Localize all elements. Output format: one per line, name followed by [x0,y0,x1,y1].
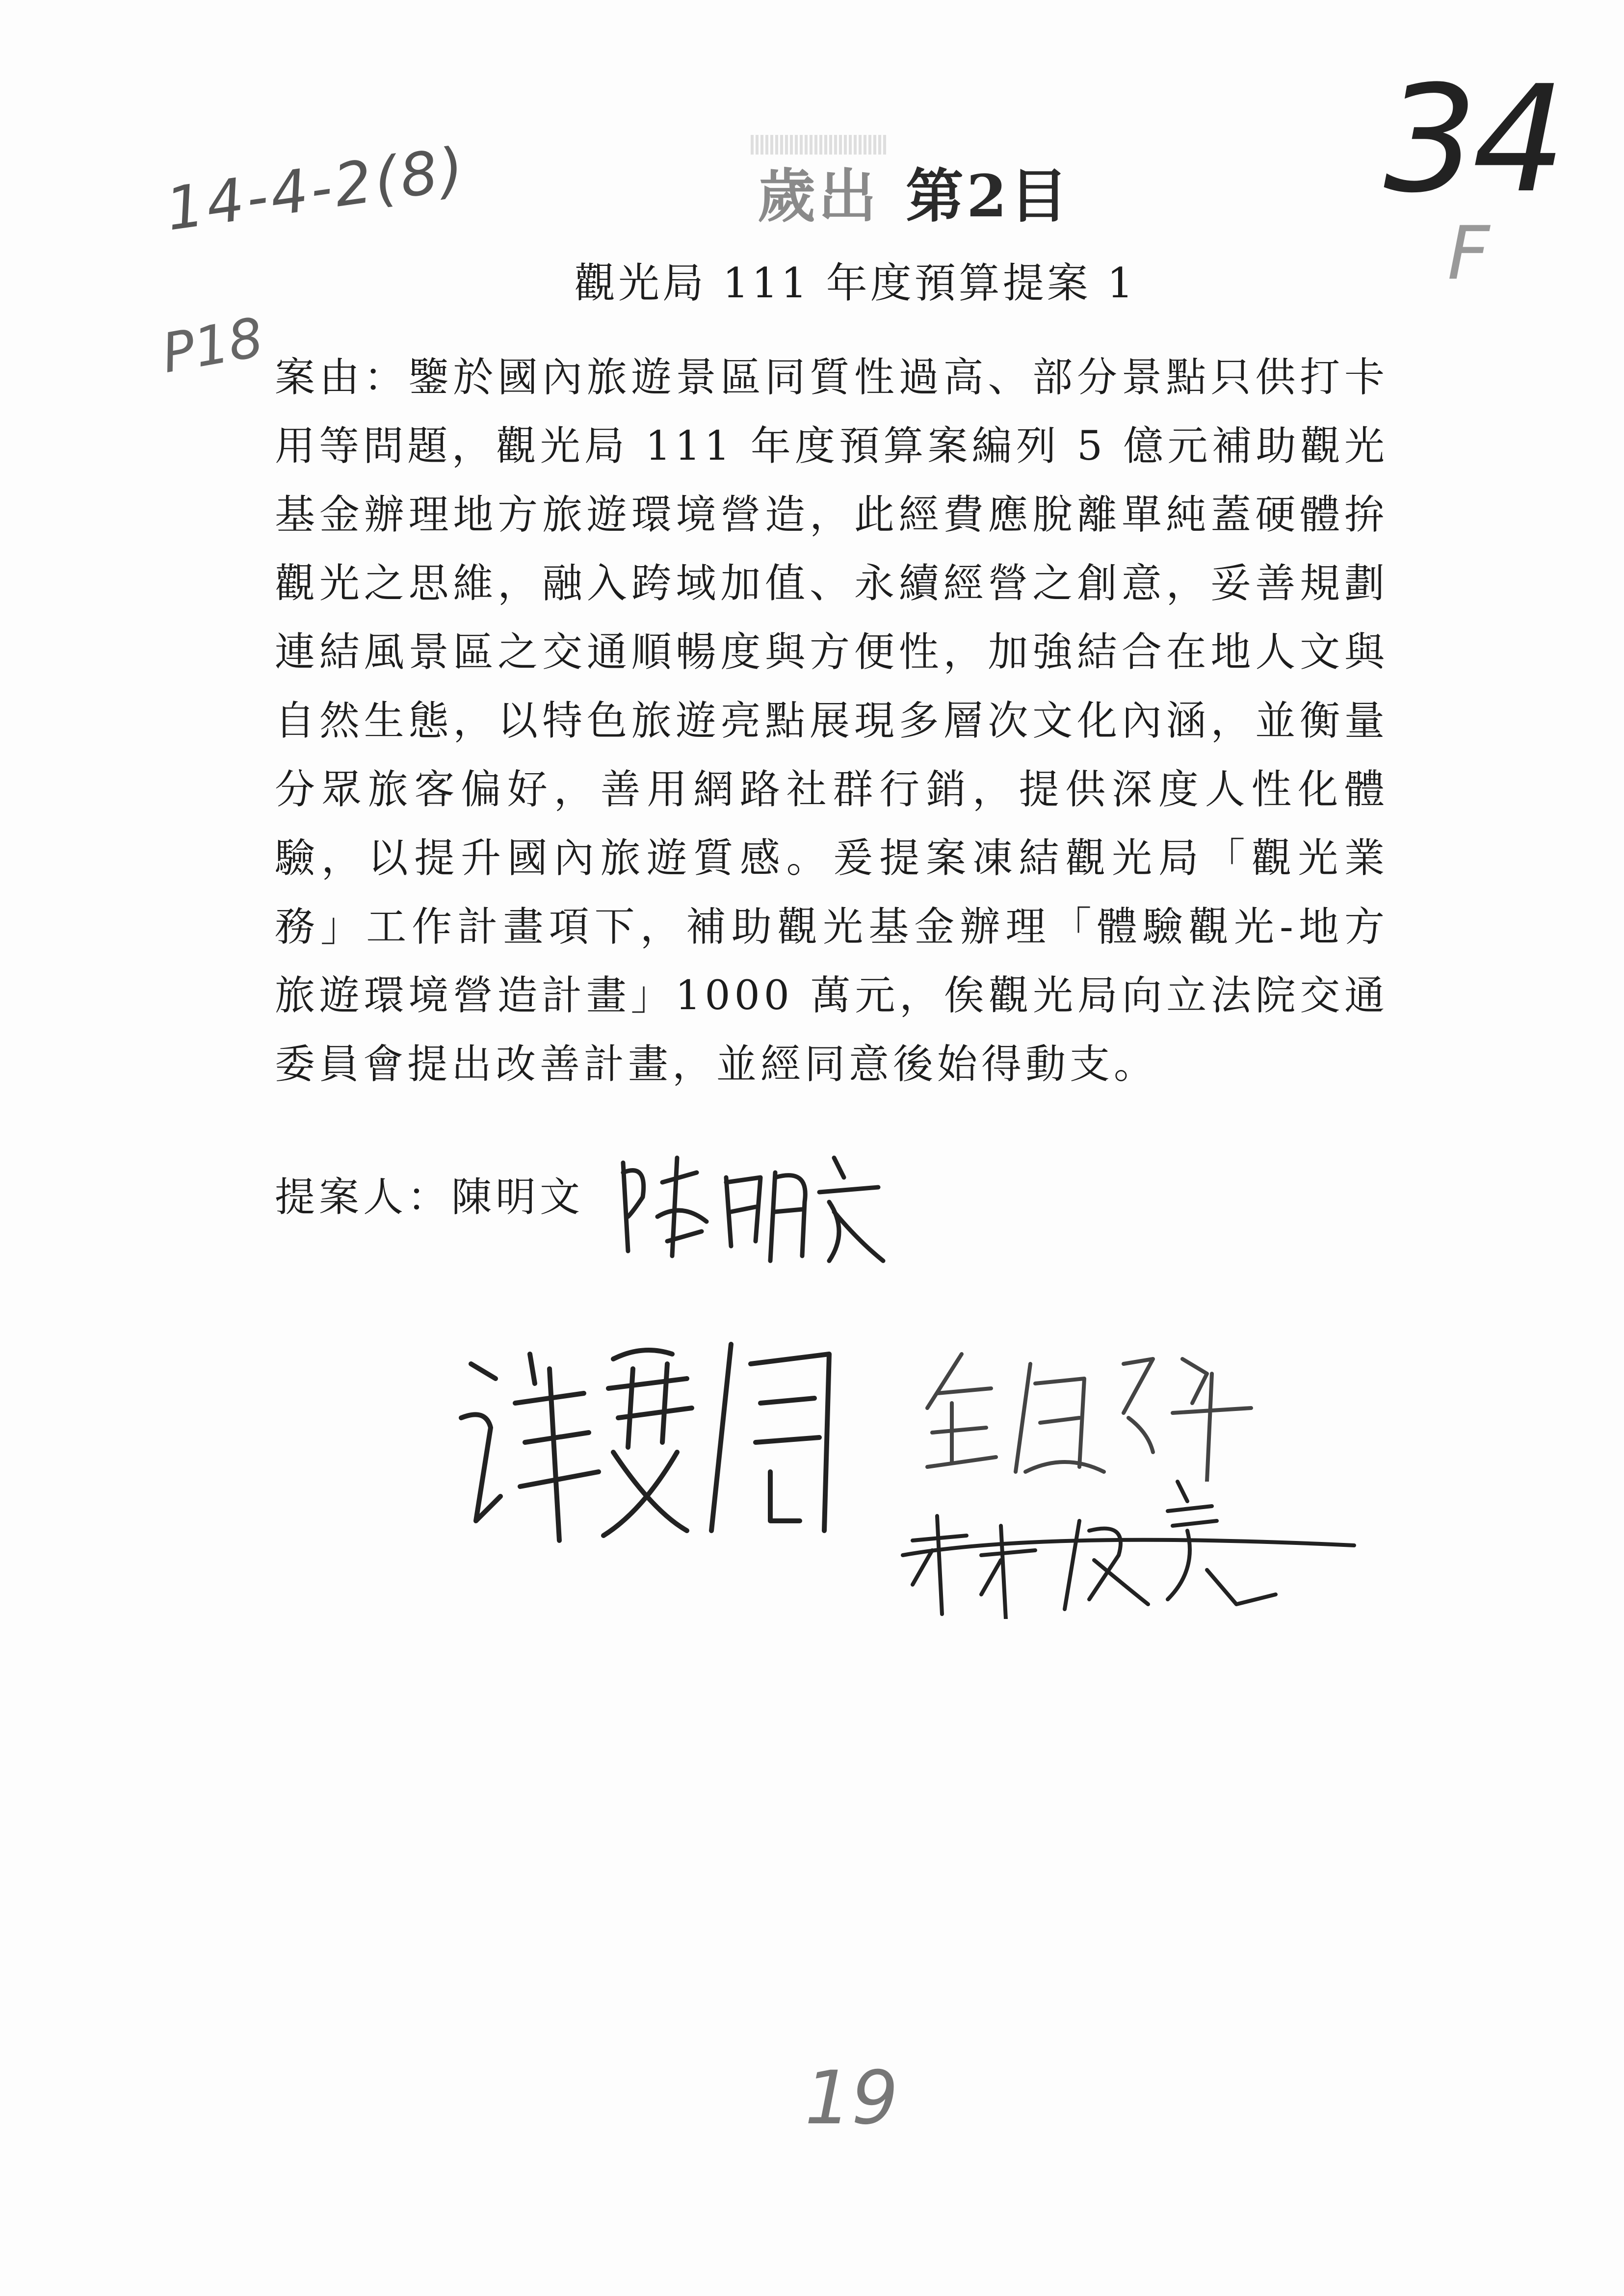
cosigner-signature-3 [893,1472,1384,1619]
handwritten-corner-letter: F [1447,211,1490,296]
proposal-title: 觀光局 111 年度預算提案 1 [574,259,1136,307]
proposal-body: 案由：鑒於國內旅遊景區同質性過高、部分景點只供打卡用等問題，觀光局 111 年度預算案編列 5 億元補助觀光基金辦理地方旅遊環境營造，此經費應脫離單純蓋硬體拚觀光之思維，融入跨域加值、永續經營之創意，妥善規劃連結風景區之交通順暢度與方便性，加強結合在地人文與自然生態，以特色旅遊亮點展現多層次文化內涵，並衡量分眾旅客偏好，善用網路社群行銷，提供深度人性化體驗，以提升國內旅遊質感。爰提案凍結觀光局「觀光業務」工作計畫項下，補助觀光基金辦理「體驗觀光-地方旅遊環境營造計畫」1000 萬元，俟觀光局向立法院交通委員會提出改善計畫，並經同意後始得動支。 [275,354,1388,1088]
handwritten-page-number: 19 [805,2056,898,2141]
expenditure-stamp: 歲出 [751,150,886,233]
proposer-line: 提案人：陳明文 [275,1174,584,1221]
handwritten-reference-sub: P18 [157,306,268,385]
budget-section-label [751,150,1071,233]
item-number-label: 第2目 [906,162,1071,230]
handwritten-reference-code: 14-4-2(8) [162,134,471,244]
cosigner-signature-1 [456,1325,878,1550]
cosigner-signature-2 [917,1334,1261,1482]
proposer-signature [613,1143,888,1271]
handwritten-corner-number: 34 [1384,54,1561,225]
